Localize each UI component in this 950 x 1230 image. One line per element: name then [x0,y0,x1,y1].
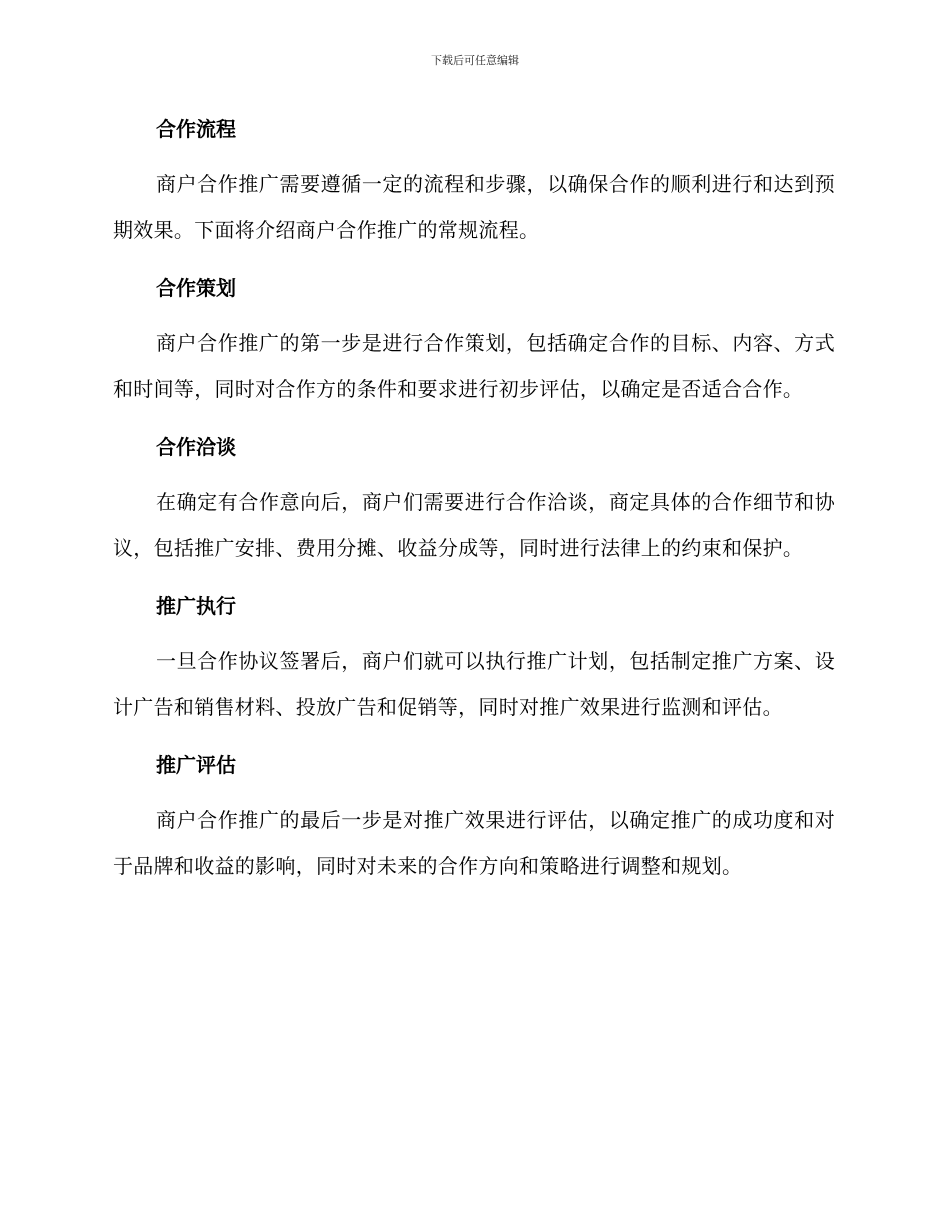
section-paragraph: 商户合作推广的最后一步是对推广效果进行评估，以确定推广的成功度和对于品牌和收益的影响，同时对未来的合作方向和策略进行调整和规划。 [113,808,835,878]
section-promotion-evaluation [113,744,835,889]
document-body [113,108,835,903]
section-paragraph: 商户合作推广的第一步是进行合作策划，包括确定合作的目标、内容、方式和时间等，同时对合作方的条件和要求进行初步评估，以确定是否适合合作。 [113,331,835,401]
section-cooperation-negotiation [113,426,835,571]
section-cooperation-planning [113,267,835,412]
section-heading: 合作流程 [156,117,236,141]
section-paragraph: 商户合作推广需要遵循一定的流程和步骤，以确保合作的顺利进行和达到预期效果。下面将介绍商户合作推广的常规流程。 [113,172,835,242]
section-paragraph: 一旦合作协议签署后，商户们就可以执行推广计划，包括制定推广方案、设计广告和销售材料、投放广告和促销等，同时对推广效果进行监测和评估。 [113,649,835,719]
section-heading: 合作策划 [156,276,236,300]
page-header-note: 下载后可任意编辑 [431,54,519,67]
section-heading: 推广评估 [156,753,236,777]
section-paragraph: 在确定有合作意向后，商户们需要进行合作洽谈，商定具体的合作细节和协议，包括推广安排、费用分摊、收益分成等，同时进行法律上的约束和保护。 [113,490,835,560]
section-cooperation-process [113,108,835,253]
section-promotion-execution [113,585,835,730]
section-heading: 合作洽谈 [156,435,236,459]
section-heading: 推广执行 [156,594,236,618]
